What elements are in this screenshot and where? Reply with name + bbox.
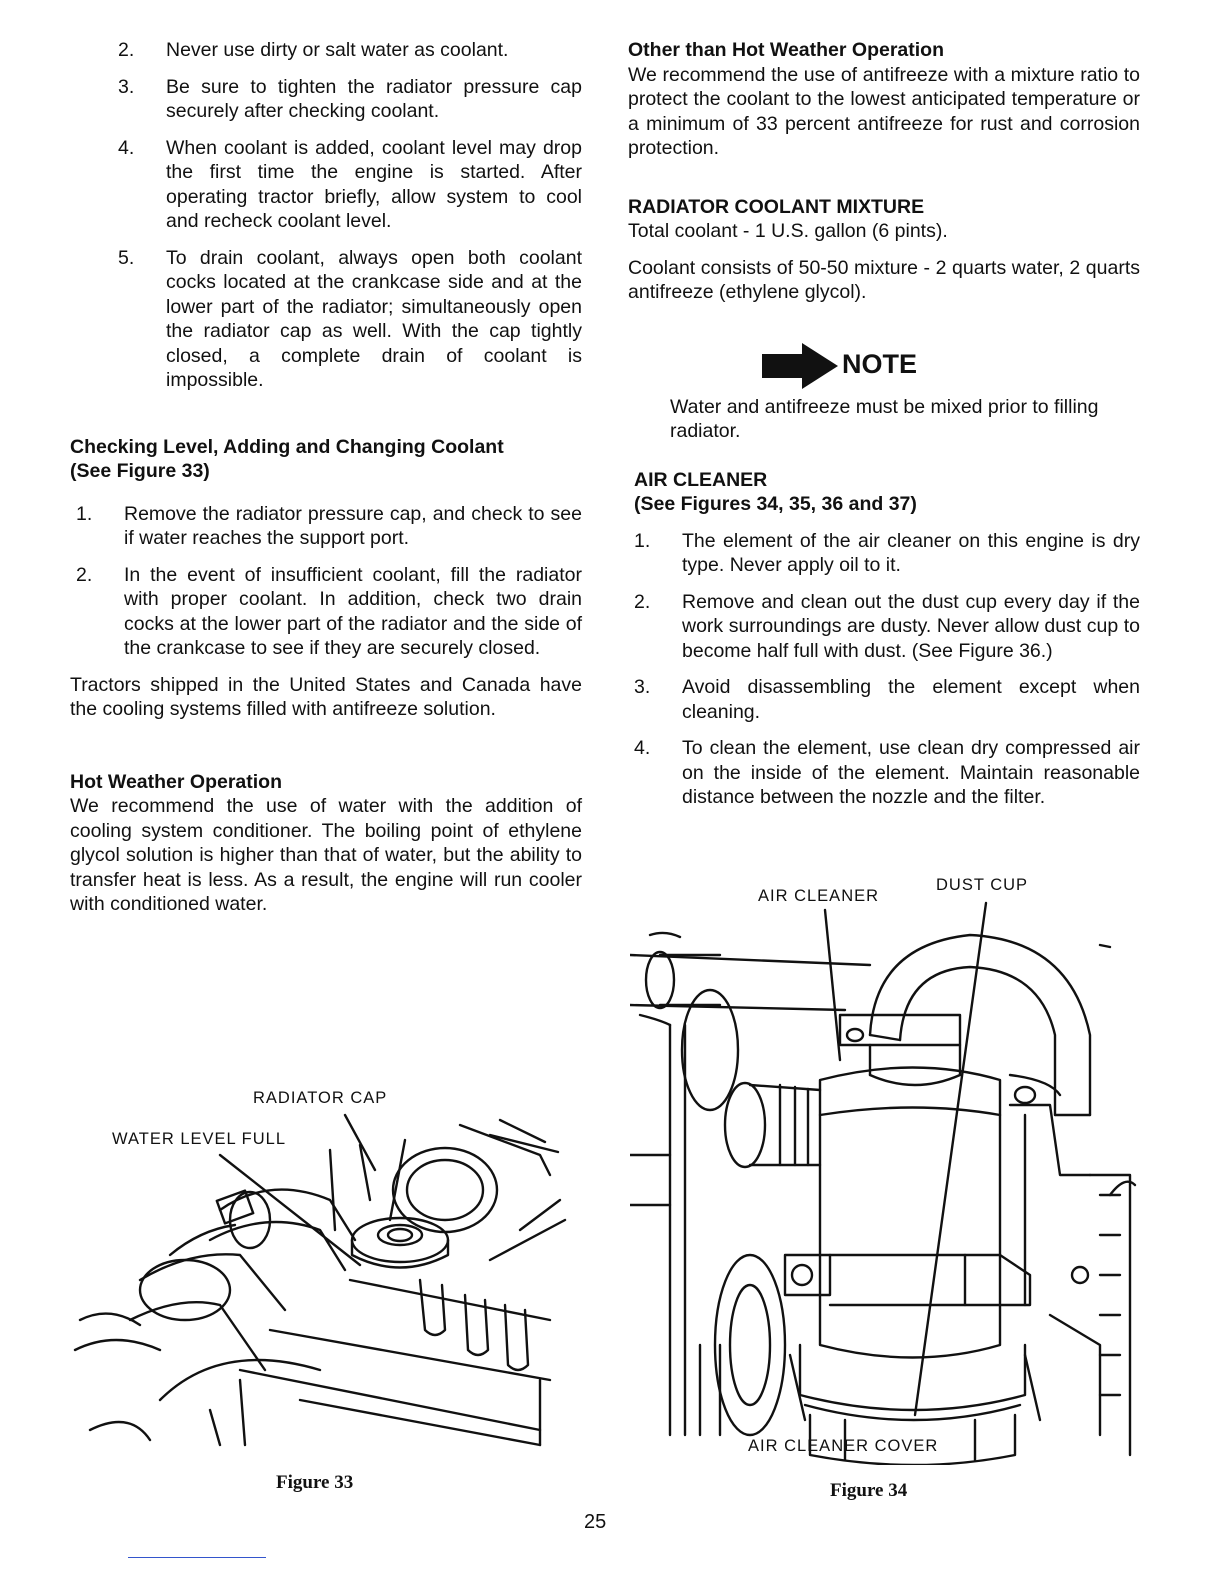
checking-subheading: (See Figure 33) — [70, 460, 210, 482]
note-label: NOTE — [842, 349, 918, 379]
checking-steps-list — [76, 502, 582, 661]
air-cleaner-heading: AIR CLEANER — [634, 468, 768, 491]
arrow-right-icon — [752, 343, 842, 389]
right-column — [628, 38, 1140, 822]
label-air-cleaner-cover: AIR CLEANER COVER — [748, 1437, 939, 1455]
other-weather-paragraph: We recommend the use of antifreeze with a mixture ratio to protect the coolant to the lowest anticipated temperature or a minimum of 33 percent antifreeze for rust and corrosion protection. — [628, 63, 1140, 159]
checking-heading: Checking Level, Adding and Changing Coolant — [70, 435, 504, 458]
mixture-paragraph: Coolant consists of 50-50 mixture - 2 quarts water, 2 quarts antifreeze (ethylene glycol). — [628, 256, 1140, 303]
list-item: 4. When coolant is added, coolant level may drop the first time the engine is started. After operating tractor briefly, allow system to cool and recheck coolant level. — [118, 136, 582, 232]
list-item: 4. To clean the element, use clean dry compressed air on the inside of the element. Maintain reasonable distance between the nozzle and the filter. — [634, 737, 1140, 808]
label-radiator-cap: RADIATOR CAP — [253, 1089, 388, 1107]
air-cleaner-subheading: (See Figures 34, 35, 36 and 37) — [634, 493, 917, 515]
footer-divider — [128, 1557, 266, 1558]
air-cleaner-steps-list — [634, 529, 1140, 810]
list-item: 1. Remove the radiator pressure cap, and check to see if water reaches the support port. — [76, 502, 582, 549]
other-weather-heading: Other than Hot Weather Operation — [628, 39, 944, 61]
figure-34 — [630, 875, 1140, 1465]
label-water-level-full: WATER LEVEL FULL — [112, 1130, 287, 1148]
list-item: 3. Avoid disassembling the element except when cleaning. — [634, 676, 1140, 723]
mixture-total: Total coolant - 1 U.S. gallon (6 pints). — [628, 220, 948, 242]
list-item: 2. Never use dirty or salt water as coolant. — [118, 39, 509, 61]
label-air-cleaner: AIR CLEANER — [758, 887, 880, 905]
figure-34-caption: Figure 34 — [830, 1480, 908, 1501]
list-item: 2. In the event of insufficient coolant, fill the radiator with proper coolant. In addition, check two drain cocks at the lower part of the radiator and the side of the crankcase to see if they are securely closed. — [76, 563, 582, 659]
figure-33-caption: Figure 33 — [276, 1472, 354, 1493]
figure-33 — [70, 1080, 570, 1450]
coolant-steps-list — [118, 38, 582, 393]
list-item: 2. Remove and clean out the dust cup every day if the work surroundings are dusty. Never allow dust cup to become half full with dust. (See Figure 36.) — [634, 590, 1140, 662]
tractors-paragraph: Tractors shipped in the United States and Canada have the cooling systems filled with antifreeze solution. — [70, 673, 582, 720]
mixture-heading: RADIATOR COOLANT MIXTURE — [628, 195, 925, 218]
air-cleaner-illustration — [630, 875, 1140, 1465]
page-number: 25 — [584, 1511, 607, 1533]
list-item: 1. The element of the air cleaner on this engine is dry type. Never apply oil to it. — [634, 529, 1140, 576]
hot-weather-paragraph: We recommend the use of water with the addition of cooling system conditioner. The boiling point of ethylene glycol solution is higher than that of water, but the ability to transfer heat is less. As a result, the engine will run cooler with conditioned water. — [70, 795, 582, 915]
left-column — [70, 38, 582, 917]
label-dust-cup: DUST CUP — [936, 876, 1029, 894]
list-item: 5. To drain coolant, always open both coolant cocks located at the crankcase side and at the lower part of the radiator; simultaneously open the radiator cap as well. With the cap tightly closed, a complete drain of coolant is impossible. — [118, 246, 582, 391]
list-item: 3. Be sure to tighten the radiator pressure cap securely after checking coolant. — [118, 75, 582, 122]
note-text: Water and antifreeze must be mixed prior to filling radiator. — [670, 395, 1099, 442]
hot-weather-heading: Hot Weather Operation — [70, 770, 282, 793]
